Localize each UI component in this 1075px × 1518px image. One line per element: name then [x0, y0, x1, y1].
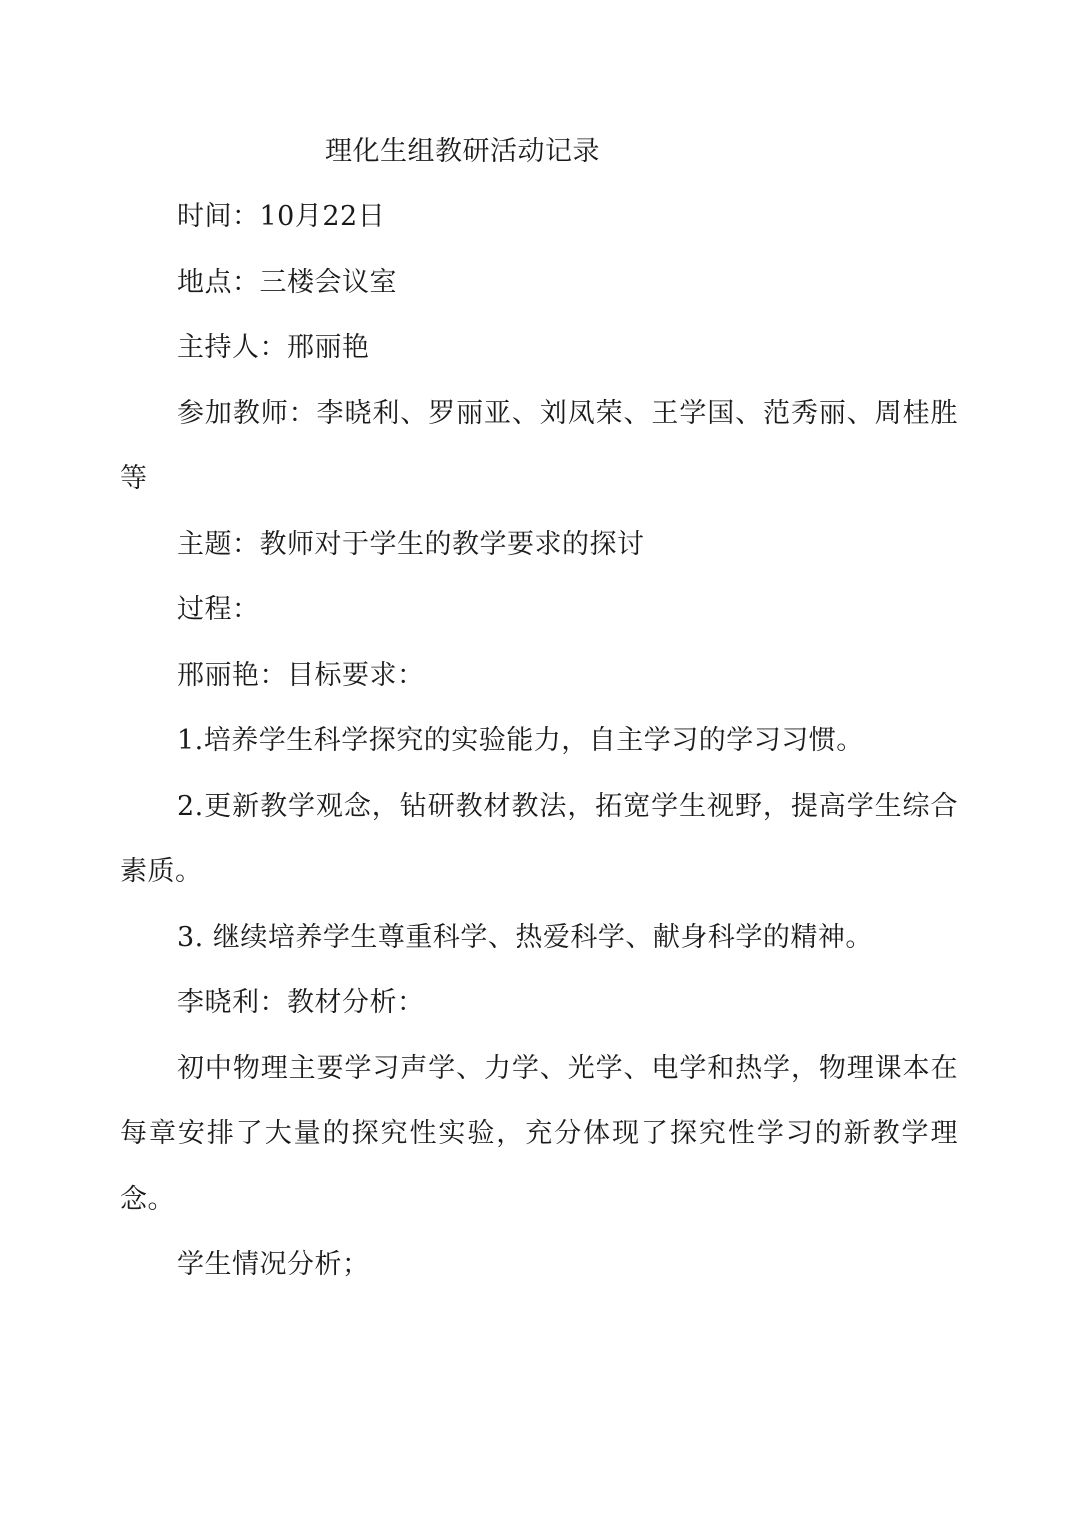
process-heading: 过程：	[177, 594, 260, 625]
goal-item-1: 1.培养学生科学探究的实验能力，自主学习的学习习惯。	[177, 725, 864, 756]
textbook-analysis-heading: 李晓利：教材分析：	[177, 987, 425, 1018]
document-body	[120, 120, 958, 1298]
meeting-topic: 主题：教师对于学生的教学要求的探讨	[177, 528, 645, 560]
textbook-analysis-body: 初中物理主要学习声学、力学、光学、电学和热学，物理课本在每章安排了大量的探究性实验，充分体现了探究性学习的新教学理念。	[120, 1052, 958, 1215]
goal-item-3: 3. 继续培养学生尊重科学、热爱科学、献身科学的精神。	[177, 921, 873, 953]
goal-item-2: 2.更新教学观念，钻研教材教法，拓宽学生视野，提高学生综合素质。	[120, 790, 958, 887]
goals-heading: 邢丽艳：目标要求：	[177, 659, 425, 691]
meeting-host: 主持人：邢丽艳	[177, 332, 370, 363]
document-title: 理化生组教研活动记录	[325, 136, 600, 167]
meeting-location: 地点：三楼会议室	[177, 266, 397, 298]
participating-teachers: 参加教师：李晓利、罗丽亚、刘凤荣、王学国、范秀丽、周桂胜等	[120, 397, 958, 494]
student-analysis-heading: 学生情况分析；	[177, 1249, 370, 1280]
meeting-time: 时间：10月22日	[177, 201, 386, 232]
